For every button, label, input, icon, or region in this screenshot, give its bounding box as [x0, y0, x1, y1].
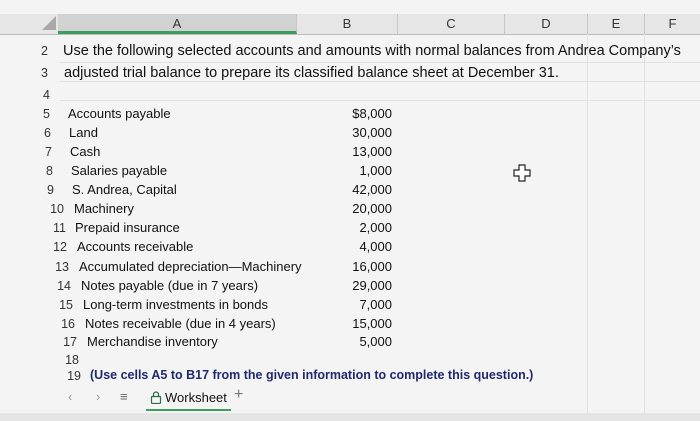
intro-line-2[interactable]: adjusted trial balance to prepare its classified balance sheet at December 31.	[64, 65, 559, 81]
sheet-tab-worksheet[interactable]	[146, 387, 231, 411]
account-amount[interactable]: 29,000	[352, 278, 392, 293]
account-name[interactable]: Accounts receivable	[77, 239, 194, 254]
column-header-bar	[0, 14, 700, 35]
account-name[interactable]: Notes payable (due in 7 years)	[81, 278, 259, 293]
column-header-f[interactable]: F	[668, 16, 677, 31]
account-amount[interactable]: 30,000	[352, 125, 392, 140]
row-number[interactable]: 9	[47, 183, 54, 197]
row-number[interactable]: 8	[46, 164, 53, 178]
account-name[interactable]: Long-term investments in bonds	[83, 297, 268, 312]
sheet-tab-label: Worksheet	[165, 390, 227, 405]
row-number[interactable]: 15	[59, 298, 73, 312]
row-number[interactable]: 16	[61, 317, 75, 331]
select-all-corner[interactable]	[42, 16, 56, 30]
account-name[interactable]: Accounts payable	[68, 106, 171, 121]
account-amount[interactable]: 13,000	[352, 144, 392, 159]
account-name[interactable]: Cash	[70, 144, 101, 159]
account-amount[interactable]: 1,000	[359, 163, 392, 178]
cell-cursor-icon	[513, 164, 531, 182]
account-amount[interactable]: 42,000	[352, 182, 392, 197]
account-name[interactable]: Merchandise inventory	[87, 334, 218, 349]
column-header-a[interactable]: A	[58, 14, 297, 34]
account-amount[interactable]: 15,000	[352, 316, 392, 331]
row-number[interactable]: 7	[45, 145, 52, 159]
account-amount[interactable]: 7,000	[359, 297, 392, 312]
column-header-b[interactable]: B	[297, 14, 398, 34]
prev-sheet-button[interactable]: ‹	[68, 389, 73, 404]
row-number[interactable]: 18	[65, 353, 79, 367]
intro-line-1[interactable]: Use the following selected accounts and amounts with normal balances from Andrea Company’s	[63, 43, 681, 59]
row-number[interactable]: 17	[63, 335, 77, 349]
account-name[interactable]: Machinery	[74, 201, 134, 216]
add-sheet-button[interactable]: +	[234, 386, 244, 403]
account-name[interactable]: Accumulated depreciation—Machinery	[79, 259, 302, 274]
column-header-c[interactable]: C	[398, 14, 505, 34]
gridline	[587, 34, 588, 421]
status-strip	[0, 413, 700, 421]
account-amount[interactable]: 16,000	[352, 259, 392, 274]
row-number[interactable]: 11	[53, 221, 66, 235]
account-amount[interactable]: 20,000	[352, 201, 392, 216]
account-name[interactable]: Prepaid insurance	[75, 220, 180, 235]
gridline	[644, 34, 645, 421]
row-number[interactable]: 14	[57, 279, 71, 293]
sheet-list-menu-icon[interactable]: ≡	[120, 389, 128, 404]
column-header-d[interactable]: D	[505, 14, 588, 34]
row-number[interactable]: 10	[50, 202, 64, 216]
account-name[interactable]: Salaries payable	[71, 163, 168, 178]
gridline	[60, 100, 700, 101]
account-name[interactable]: Land	[69, 125, 98, 140]
gridline	[60, 81, 700, 82]
sheet-tab-bar	[0, 383, 700, 413]
row-number[interactable]: 6	[44, 126, 51, 140]
row-number[interactable]: 4	[43, 88, 50, 102]
row-number[interactable]: 3	[41, 66, 48, 80]
row-number[interactable]: 5	[43, 107, 50, 121]
column-header-e[interactable]: E	[588, 14, 645, 34]
account-name[interactable]: Notes receivable (due in 4 years)	[85, 316, 276, 331]
account-name[interactable]: S. Andrea, Capital	[72, 182, 177, 197]
row-number[interactable]: 12	[53, 240, 67, 254]
account-amount[interactable]: $8,000	[352, 106, 392, 121]
row-number[interactable]: 2	[41, 44, 48, 58]
row-number[interactable]: 13	[55, 260, 69, 274]
account-amount[interactable]: 2,000	[359, 220, 392, 235]
account-amount[interactable]: 5,000	[359, 334, 392, 349]
row-number[interactable]: 19	[67, 369, 81, 383]
account-amount[interactable]: 4,000	[359, 239, 392, 254]
instruction-note[interactable]: (Use cells A5 to B17 from the given information to complete this question.)	[90, 368, 534, 382]
next-sheet-button[interactable]: ›	[96, 389, 101, 404]
lock-icon	[150, 391, 162, 404]
gridline	[60, 62, 700, 63]
